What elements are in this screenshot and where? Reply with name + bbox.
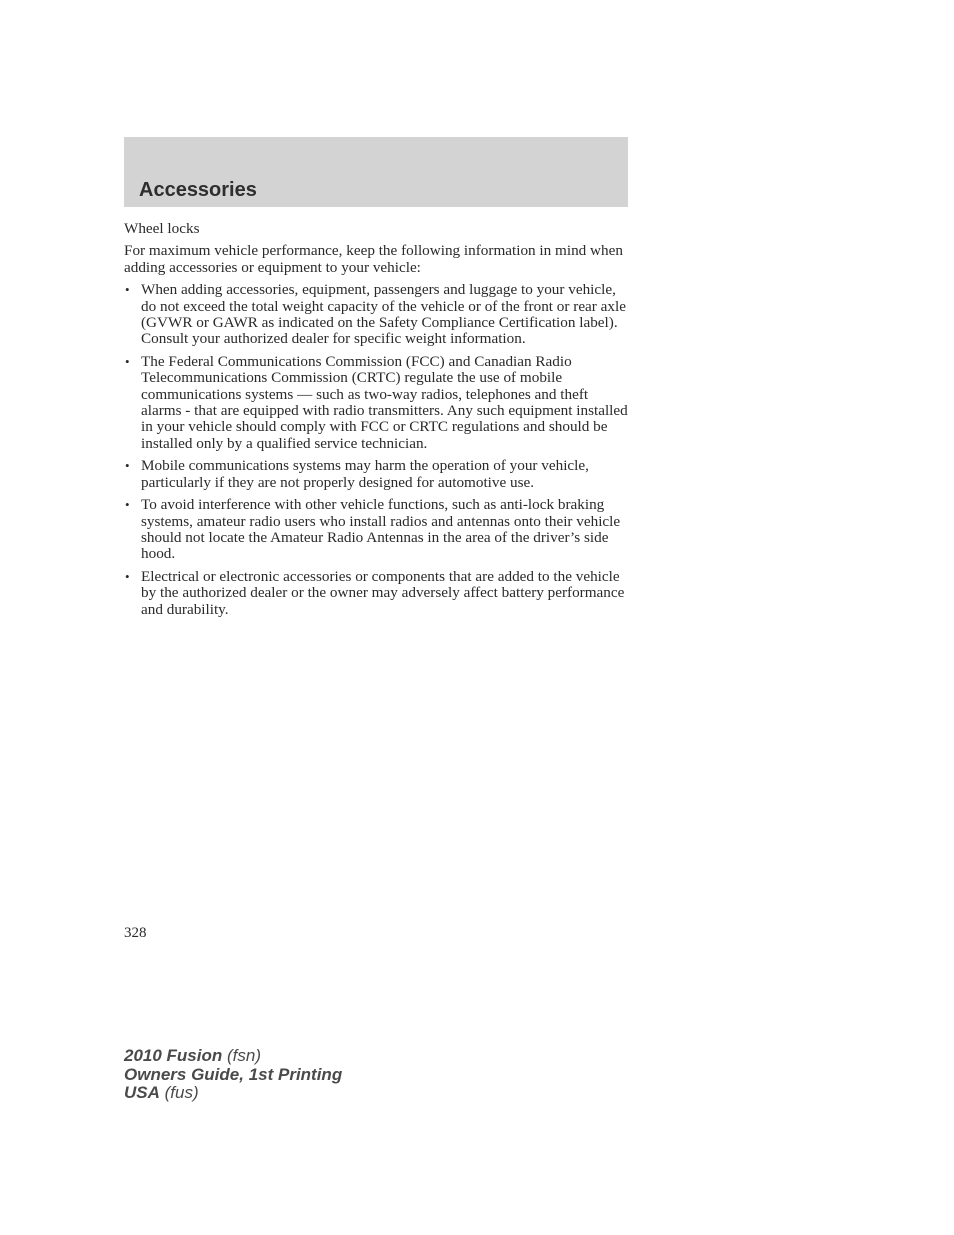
document-footer <box>124 1047 342 1103</box>
list-item <box>124 282 630 348</box>
bullet-icon: • <box>125 458 130 474</box>
footer-line-region <box>124 1084 342 1103</box>
bullet-list <box>124 282 630 618</box>
footer-region-name: USA <box>124 1083 160 1102</box>
section-header-band <box>124 137 628 207</box>
page-content <box>124 221 630 624</box>
bullet-icon: • <box>125 353 130 369</box>
list-item-text: To avoid interference with other vehicle functions, such as anti-lock braking systems, amateur radio users who install radios and antennas onto their vehicle should not locate the Amateur Radio Antennas in the area of the driver’s side hood. <box>141 496 621 563</box>
page-number: 328 <box>124 925 147 941</box>
list-item-text: Electrical or electronic accessories or components that are added to the vehicle by the authorized dealer or the owner may adversely affect battery performance and durability. <box>141 567 625 618</box>
footer-model-name: 2010 Fusion <box>124 1046 223 1065</box>
bullet-icon: • <box>125 568 130 584</box>
list-item <box>124 354 630 452</box>
footer-line-printing: Owners Guide, 1st Printing <box>124 1064 343 1084</box>
section-subhead: Wheel locks <box>124 220 200 237</box>
footer-model-code: (fsn) <box>227 1046 261 1065</box>
footer-region-code: (fus) <box>164 1083 199 1102</box>
section-title: Accessories <box>139 179 257 201</box>
intro-paragraph: For maximum vehicle performance, keep the following information in mind when adding accessories or equipment to your vehicle: <box>124 242 623 276</box>
list-item <box>124 569 630 618</box>
list-item-text: The Federal Communications Commission (FCC) and Canadian Radio Telecommunications Commission (CRTC) regulate the use of mobile communications systems — such as two-way radios, telephones and theft alarms - that are equipped with radio transmitters. Any such equipment installed in your vehicle should comply with FCC or CRTC regulations and should be installed only by a qualified service technician. <box>141 352 628 452</box>
bullet-icon: • <box>125 497 130 513</box>
list-item-text: Mobile communications systems may harm the operation of your vehicle, particularly if they are not properly designed for automotive use. <box>141 457 589 491</box>
list-item-text: When adding accessories, equipment, passengers and luggage to your vehicle, do not exceed the total weight capacity of the vehicle or of the front or rear axle (GVWR or GAWR as indicated on the Safety Compliance Certification label). Consult your authorized dealer for specific weight information. <box>141 281 626 348</box>
list-item <box>124 497 630 563</box>
list-item <box>124 458 630 491</box>
bullet-icon: • <box>125 282 130 298</box>
footer-line-model <box>124 1047 342 1066</box>
